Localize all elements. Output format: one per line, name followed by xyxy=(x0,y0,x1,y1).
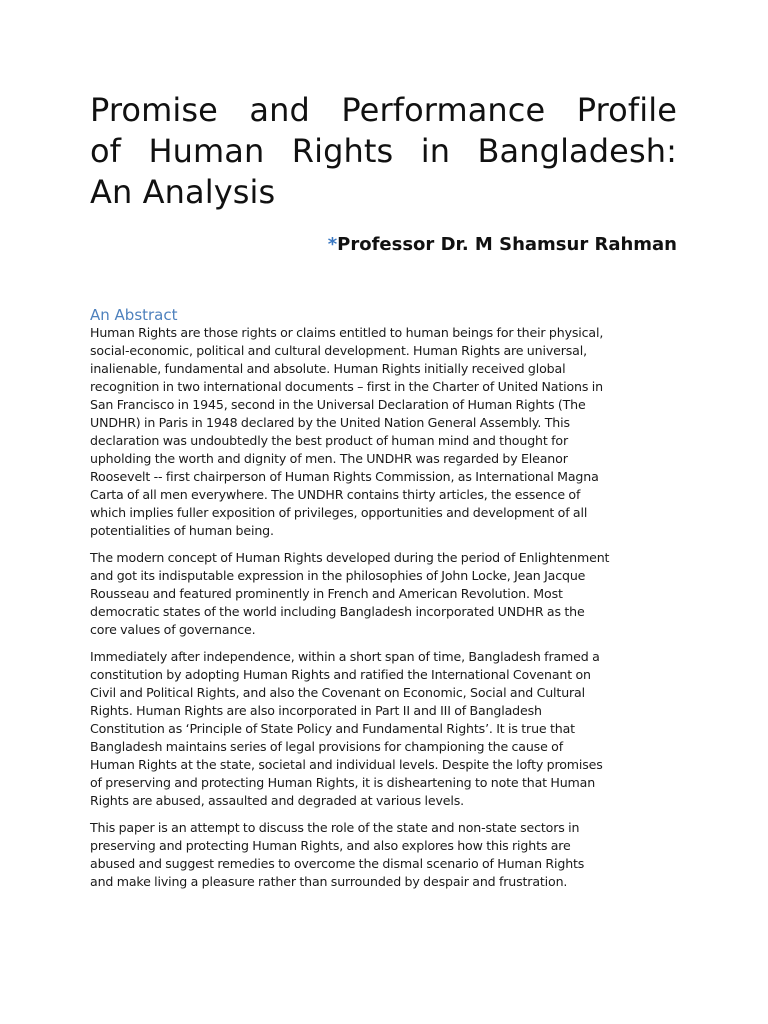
paragraph-line: Human Rights at the state, societal and individual levels. Despite the lofty promises xyxy=(90,757,603,772)
paragraph-line: declaration was undoubtedly the best product of human mind and thought for xyxy=(90,433,568,448)
paragraph-line: Rights. Human Rights are also incorporated in Part II and III of Bangladesh xyxy=(90,703,542,718)
paragraph-line: The modern concept of Human Rights developed during the period of Enlightenment xyxy=(90,550,610,565)
abstract-paragraph xyxy=(90,648,677,810)
paragraph-line: Carta of all men everywhere. The UNDHR contains thirty articles, the essence of xyxy=(90,487,581,502)
paragraph-line: UNDHR) in Paris in 1948 declared by the United Nation General Assembly. This xyxy=(90,415,570,430)
paragraph-line: San Francisco in 1945, second in the Universal Declaration of Human Rights (The xyxy=(90,397,586,412)
paragraph-line: and make living a pleasure rather than surrounded by despair and frustration. xyxy=(90,874,568,889)
abstract-paragraph xyxy=(90,549,677,639)
paragraph-line: Immediately after independence, within a short span of time, Bangladesh framed a xyxy=(90,649,600,664)
paragraph-line: Bangladesh maintains series of legal provisions for championing the cause of xyxy=(90,739,563,754)
paragraph-line: recognition in two international documents – first in the Charter of United Nations in xyxy=(90,379,603,394)
paragraph-line: This paper is an attempt to discuss the role of the state and non-state sectors in xyxy=(90,820,580,835)
author-line xyxy=(90,233,677,257)
paragraph-line: Rousseau and featured prominently in French and American Revolution. Most xyxy=(90,586,563,601)
paragraph-line: inalienable, fundamental and absolute. Human Rights initially received global xyxy=(90,361,566,376)
title-line: of Human Rights in Bangladesh: xyxy=(90,132,677,170)
paragraph-line: upholding the worth and dignity of men. The UNDHR was regarded by Eleanor xyxy=(90,451,568,466)
abstract-body xyxy=(90,324,677,891)
paragraph-line: Civil and Political Rights, and also the Covenant on Economic, Social and Cultural xyxy=(90,685,585,700)
abstract-heading: An Abstract xyxy=(90,306,178,324)
author-name: Professor Dr. M Shamsur Rahman xyxy=(337,234,677,255)
paragraph-line: core values of governance. xyxy=(90,622,256,637)
paper-title xyxy=(90,90,677,213)
paragraph-line: potentialities of human being. xyxy=(90,523,274,538)
paragraph-line: and got its indisputable expression in the philosophies of John Locke, Jean Jacque xyxy=(90,568,586,583)
paragraph-line: preserving and protecting Human Rights, and also explores how this rights are xyxy=(90,838,571,853)
document-page xyxy=(90,90,677,900)
paragraph-line: which implies fuller exposition of privileges, opportunities and development of all xyxy=(90,505,588,520)
paragraph-line: Constitution as ‘Principle of State Policy and Fundamental Rights’. It is true that xyxy=(90,721,575,736)
abstract-paragraph xyxy=(90,324,677,540)
abstract-paragraph xyxy=(90,819,677,891)
paragraph-line: social-economic, political and cultural development. Human Rights are universal, xyxy=(90,343,587,358)
title-line: Promise and Performance Profile xyxy=(90,91,677,129)
paragraph-line: abused and suggest remedies to overcome the dismal scenario of Human Rights xyxy=(90,856,585,871)
paragraph-line: Roosevelt -- first chairperson of Human Rights Commission, as International Magna xyxy=(90,469,599,484)
paragraph-line: Rights are abused, assaulted and degraded at various levels. xyxy=(90,793,464,808)
author-footnote-marker: * xyxy=(327,234,338,255)
title-line: An Analysis xyxy=(90,173,276,211)
paragraph-line: Human Rights are those rights or claims entitled to human beings for their physical, xyxy=(90,325,604,340)
paragraph-line: democratic states of the world including Bangladesh incorporated UNDHR as the xyxy=(90,604,585,619)
paragraph-line: constitution by adopting Human Rights and ratified the International Covenant on xyxy=(90,667,591,682)
paragraph-line: of preserving and protecting Human Rights, it is disheartening to note that Human xyxy=(90,775,596,790)
